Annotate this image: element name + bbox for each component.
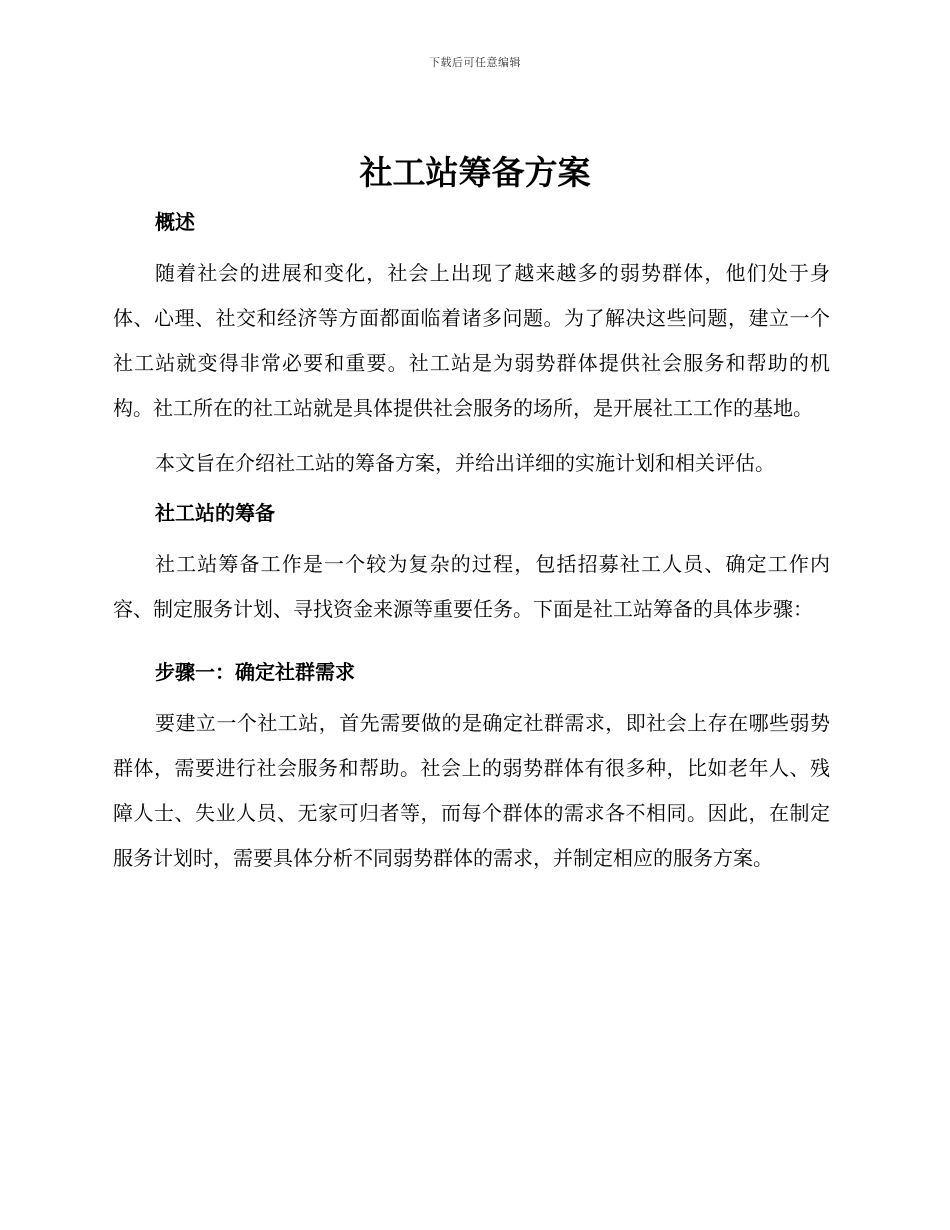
paragraph-overview-2: 本文旨在介绍社工站的筹备方案，并给出详细的实施计划和相关评估。 [155, 451, 775, 475]
paragraph-preparation-1: 社工站筹备工作是一个较为复杂的过程，包括招募社工人员、确定工作内容、制定服务计划、寻找资金来源等重要任务。下面是社工站筹备的具体步骤： [113, 552, 830, 621]
section-heading-preparation: 社工站的筹备 [155, 501, 275, 525]
page-title: 社工站筹备方案 [359, 153, 591, 192]
paragraph-step-1: 要建立一个社工站，首先需要做的是确定社群需求，即社会上存在哪些弱势群体，需要进行社会服务和帮助。社会上的弱势群体有很多种，比如老年人、残障人士、失业人员、无家可归者等，而每个群体的需求各不相同。因此，在制定服务计划时，需要具体分析不同弱势群体的需求，并制定相应的服务方案。 [113, 711, 830, 870]
section-heading-overview: 概述 [155, 210, 195, 234]
document-body [113, 205, 830, 881]
section-heading-step-1: 步骤一：确定社群需求 [155, 660, 355, 684]
paragraph-overview-1: 随着社会的进展和变化，社会上出现了越来越多的弱势群体，他们处于身体、心理、社交和经济等方面都面临着诸多问题。为了解决这些问题，建立一个社工站就变得非常必要和重要。社工站是为弱势群体提供社会服务和帮助的机构。社工所在的社工站就是具体提供社会服务的场所，是开展社工工作的基地。 [113, 261, 830, 420]
header-note: 下载后可任意编辑 [429, 56, 521, 69]
